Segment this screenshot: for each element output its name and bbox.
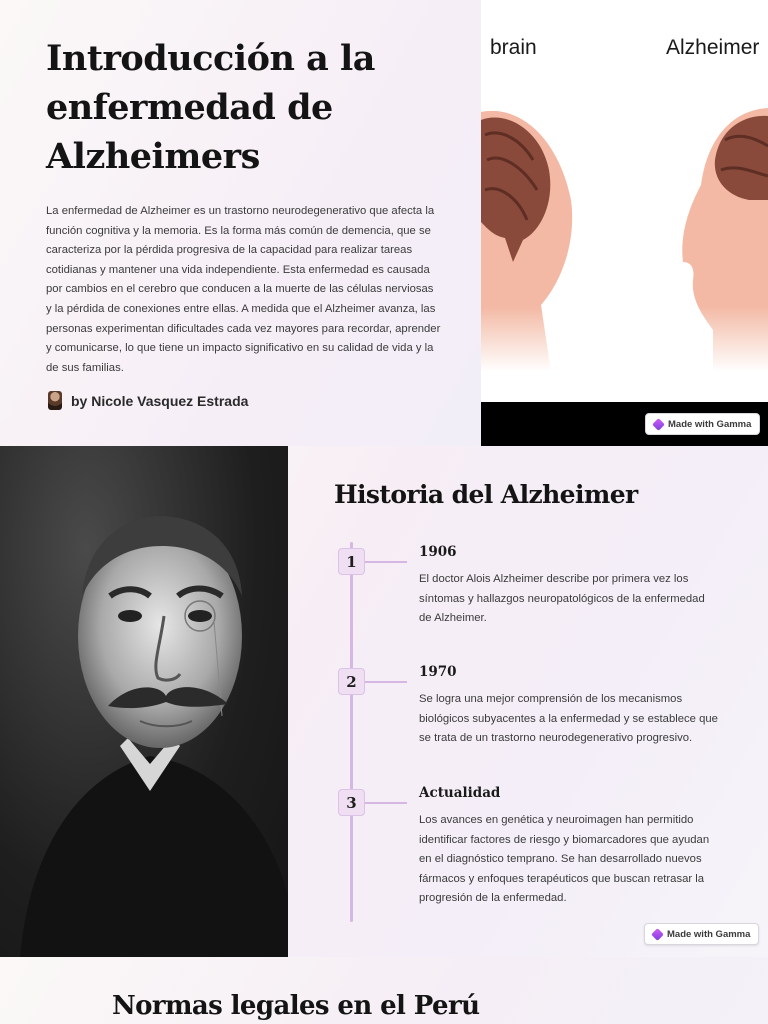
image-label-alzheimer: Alzheimer <box>666 36 760 59</box>
timeline-description: El doctor Alois Alzheimer describe por primera vez los síntomas y hallazgos neuropatológicos de la enfermedad de Alzheimer. <box>419 573 705 625</box>
timeline-number: 3 <box>338 789 365 816</box>
slide-title: Introducción a la enfermedad de Alzheimers <box>46 38 375 177</box>
timeline-number: 2 <box>338 668 365 695</box>
slide-legal <box>0 957 768 1024</box>
timeline-number: 1 <box>338 548 365 575</box>
gamma-logo-icon <box>651 928 664 941</box>
timeline-heading: 1906 <box>419 544 457 560</box>
portrait-photo <box>0 446 288 957</box>
timeline-heading: 1970 <box>419 664 457 680</box>
timeline-connector <box>365 802 407 804</box>
history-title: Historia del Alzheimer <box>334 480 638 509</box>
author-avatar <box>48 391 62 410</box>
timeline-heading: Actualidad <box>419 785 501 801</box>
timeline-description: Se logra una mejor comprensión de los mecanismos biológicos subyacentes a la enfermedad y se establece que se trata de un trastorno neurodegenerativo progresivo. <box>419 693 718 745</box>
author-name: by Nicole Vasquez Estrada <box>71 392 249 409</box>
timeline-connector <box>365 561 407 563</box>
timeline-line <box>350 542 353 922</box>
timeline-description: Los avances en genética y neuroimagen han permitido identificar factores de riesgo y biomarcadores que ayudan en el diagnóstico temprano. Se han desarrollado nuevos fármacos y enfoques terapéuticos que buscan retrasar la progresión de la enfermedad. <box>419 814 710 905</box>
timeline-connector <box>365 681 407 683</box>
made-with-gamma-badge[interactable] <box>644 923 759 945</box>
image-label-brain: brain <box>490 36 537 59</box>
badge-label: Made with Gamma <box>668 418 752 430</box>
made-with-gamma-badge[interactable] <box>645 413 760 435</box>
slide-intro <box>0 0 768 446</box>
legal-title: Normas legales en el Perú <box>112 991 480 1021</box>
head-illustrations <box>481 0 768 402</box>
brain-comparison-image <box>481 0 768 446</box>
badge-label: Made with Gamma <box>667 928 751 940</box>
slide-body-text: La enfermedad de Alzheimer es un trastorno neurodegenerativo que afecta la función cognitiva y la memoria. Es la forma más común de demencia, que se caracteriza por la pérdida progresiva de la capacidad para realizar tareas cotidianas y mantener una vida independiente. Esta enfermedad es causada por cambios en el cerebro que conducen a la muerte de las células nerviosas y la pérdida de conexiones entre ellas. A medida que el Alzheimer avanza, las personas experimentan dificultades cada vez mayores para recordar, aprender y comunicarse, lo que tiene un impacto significativo en su calidad de vida y la de sus familias. <box>46 205 441 374</box>
gamma-logo-icon <box>652 418 665 431</box>
alois-alzheimer-portrait <box>0 446 288 957</box>
author-byline <box>48 391 248 410</box>
slide-history <box>0 446 768 957</box>
